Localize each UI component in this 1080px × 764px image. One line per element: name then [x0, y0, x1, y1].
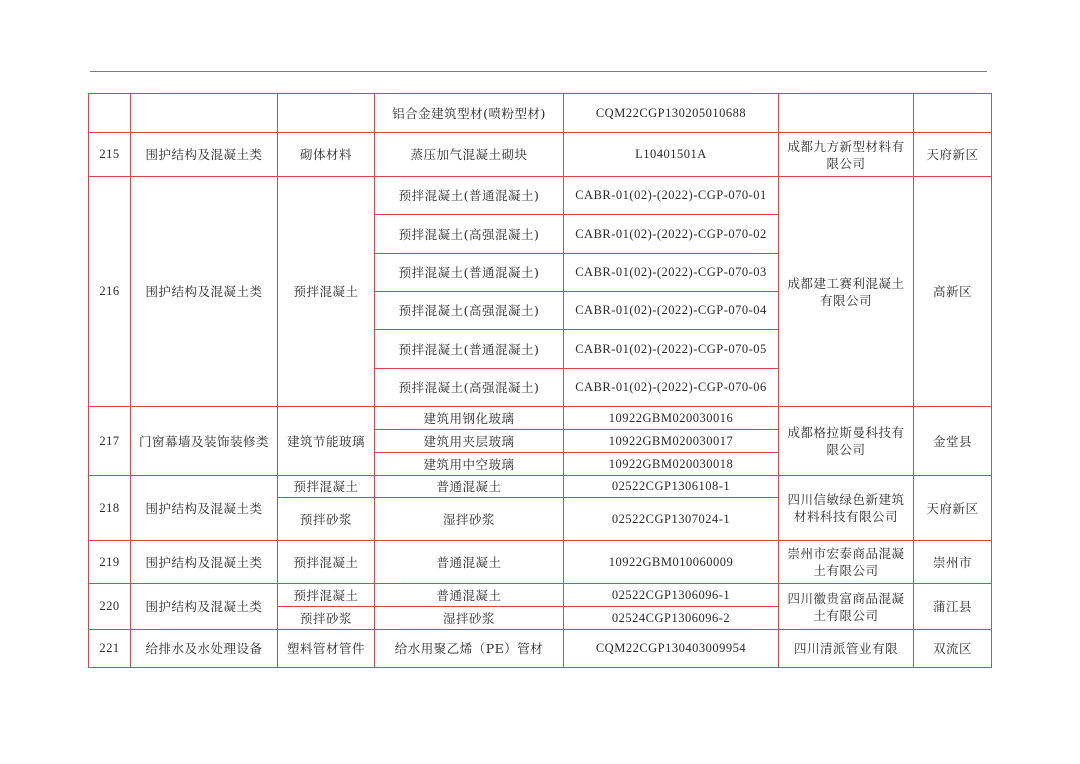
table-row	[89, 94, 992, 133]
cert-code-cell: 02522CGP1307024-1	[564, 498, 779, 541]
manufacturer-cell: 成都建工赛利混凝土有限公司	[779, 177, 914, 407]
category-cell: 围护结构及混凝土类	[131, 133, 278, 177]
product-cell: 蒸压加气混凝土砌块	[375, 133, 564, 177]
category-cell: 围护结构及混凝土类	[131, 177, 278, 407]
cert-code-cell: CQM22CGP130205010688	[564, 94, 779, 133]
product-cell: 给水用聚乙烯（PE）管材	[375, 630, 564, 668]
product-cell: 普通混凝土	[375, 584, 564, 607]
cert-code-cell: 02522CGP1306108-1	[564, 476, 779, 498]
manufacturer-cell: 四川信敏绿色新建筑材料科技有限公司	[779, 476, 914, 541]
cert-code-cell: CQM22CGP130403009954	[564, 630, 779, 668]
cert-code-cell: CABR-01(02)-(2022)-CGP-070-05	[564, 330, 779, 369]
manufacturer-cell: 成都九方新型材料有限公司	[779, 133, 914, 177]
subcategory-cell: 预拌混凝土	[278, 476, 375, 498]
category-cell: 门窗幕墙及装饰装修类	[131, 407, 278, 476]
product-cell: 预拌混凝土(普通混凝土)	[375, 254, 564, 292]
cert-code-cell: 10922GBM020030018	[564, 453, 779, 476]
table-row	[89, 584, 992, 607]
district-cell: 金堂县	[914, 407, 992, 476]
product-cell: 普通混凝土	[375, 541, 564, 584]
product-cell: 建筑用夹层玻璃	[375, 430, 564, 453]
cert-code-cell: CABR-01(02)-(2022)-CGP-070-06	[564, 369, 779, 407]
table-row	[89, 541, 992, 584]
cert-code-cell: L10401501A	[564, 133, 779, 177]
subcategory-cell: 塑料管材管件	[278, 630, 375, 668]
row-number-cell	[89, 94, 131, 133]
product-cell: 建筑用中空玻璃	[375, 453, 564, 476]
manufacturer-cell: 崇州市宏泰商品混凝土有限公司	[779, 541, 914, 584]
product-cell: 预拌混凝土(高强混凝土)	[375, 215, 564, 254]
row-number-cell: 221	[89, 630, 131, 668]
table-row	[89, 476, 992, 498]
product-cell: 预拌混凝土(高强混凝土)	[375, 292, 564, 330]
row-number-cell: 217	[89, 407, 131, 476]
cert-code-cell: 10922GBM020030017	[564, 430, 779, 453]
row-number-cell: 215	[89, 133, 131, 177]
product-cell: 普通混凝土	[375, 476, 564, 498]
table-row	[89, 630, 992, 668]
cert-code-cell: 10922GBM010060009	[564, 541, 779, 584]
manufacturer-cell: 四川清派管业有限	[779, 630, 914, 668]
cert-code-cell: 10922GBM020030016	[564, 407, 779, 430]
table-row	[89, 177, 992, 215]
district-cell: 崇州市	[914, 541, 992, 584]
header-rule	[90, 71, 987, 72]
cert-code-cell: CABR-01(02)-(2022)-CGP-070-01	[564, 177, 779, 215]
product-cell: 预拌混凝土(高强混凝土)	[375, 369, 564, 407]
cert-code-cell: CABR-01(02)-(2022)-CGP-070-02	[564, 215, 779, 254]
subcategory-cell: 预拌砂浆	[278, 498, 375, 541]
cert-code-cell: CABR-01(02)-(2022)-CGP-070-03	[564, 254, 779, 292]
category-cell: 围护结构及混凝土类	[131, 584, 278, 630]
subcategory-cell: 砌体材料	[278, 133, 375, 177]
subcategory-cell	[278, 94, 375, 133]
subcategory-cell: 预拌混凝土	[278, 541, 375, 584]
product-cell: 湿拌砂浆	[375, 498, 564, 541]
subcategory-cell: 预拌混凝土	[278, 584, 375, 607]
manufacturer-cell: 四川徽贵富商品混凝土有限公司	[779, 584, 914, 630]
category-cell	[131, 94, 278, 133]
product-cell: 预拌混凝土(普通混凝土)	[375, 177, 564, 215]
district-cell: 蒲江县	[914, 584, 992, 630]
table-row	[89, 407, 992, 430]
category-cell: 给排水及水处理设备	[131, 630, 278, 668]
subcategory-cell: 建筑节能玻璃	[278, 407, 375, 476]
subcategory-cell: 预拌混凝土	[278, 177, 375, 407]
category-cell: 围护结构及混凝土类	[131, 541, 278, 584]
subcategory-cell: 预拌砂浆	[278, 607, 375, 630]
district-cell: 高新区	[914, 177, 992, 407]
product-cell: 铝合金建筑型材(喷粉型材)	[375, 94, 564, 133]
manufacturer-cell	[779, 94, 914, 133]
district-cell	[914, 94, 992, 133]
district-cell: 天府新区	[914, 133, 992, 177]
cert-code-cell: CABR-01(02)-(2022)-CGP-070-04	[564, 292, 779, 330]
product-cell: 预拌混凝土(普通混凝土)	[375, 330, 564, 369]
row-number-cell: 216	[89, 177, 131, 407]
row-number-cell: 219	[89, 541, 131, 584]
table-row	[89, 133, 992, 177]
product-cell: 建筑用钢化玻璃	[375, 407, 564, 430]
cert-code-cell: 02524CGP1306096-2	[564, 607, 779, 630]
certified-products-table	[88, 93, 992, 668]
product-cell: 湿拌砂浆	[375, 607, 564, 630]
row-number-cell: 220	[89, 584, 131, 630]
category-cell: 围护结构及混凝土类	[131, 476, 278, 541]
row-number-cell: 218	[89, 476, 131, 541]
manufacturer-cell: 成都格拉斯曼科技有限公司	[779, 407, 914, 476]
district-cell: 双流区	[914, 630, 992, 668]
cert-code-cell: 02522CGP1306096-1	[564, 584, 779, 607]
district-cell: 天府新区	[914, 476, 992, 541]
